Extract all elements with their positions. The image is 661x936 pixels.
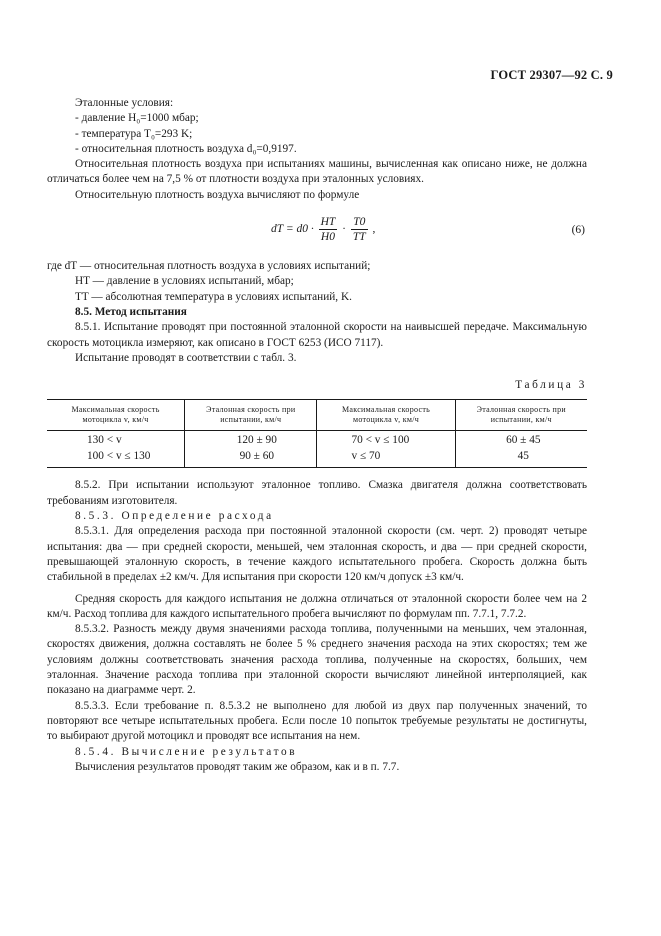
formula-expression: dT = d0 · $\frac{HT}{H0}$ · $\frac{T0}{TT}$ , bbox=[271, 216, 376, 244]
where-line-tt: TT — абсолютная температура в условиях испытаний, K. bbox=[75, 290, 352, 303]
fraction-denominator: H0 bbox=[320, 231, 335, 244]
table-3 bbox=[47, 399, 587, 468]
table-reference-paragraph: Испытание проводят в соответствии с табл. 3. bbox=[75, 351, 297, 364]
table-header-row bbox=[47, 400, 587, 431]
table-header-cell: Максимальная скорость мотоцикла v, км/ч bbox=[317, 400, 455, 431]
table-header-cell: Эталонная скорость при испытании, км/ч bbox=[185, 400, 317, 431]
table-row bbox=[47, 447, 587, 468]
table-cell: 100 < v ≤ 130 bbox=[47, 447, 185, 468]
document-body bbox=[47, 96, 587, 775]
formula-number: (6) bbox=[571, 224, 585, 237]
density-formula-intro: Относительную плотность воздуха вычисляют по формуле bbox=[75, 188, 360, 201]
table-cell: 45 bbox=[455, 447, 587, 468]
section-8-5-heading: 8.5. Метод испытания bbox=[75, 305, 187, 318]
formula-tail: , bbox=[372, 223, 376, 236]
table-cell: 90 ± 60 bbox=[185, 447, 317, 468]
formula-6 bbox=[47, 209, 587, 255]
formula-fraction-temperature bbox=[351, 215, 368, 244]
table-cell: v ≤ 70 bbox=[317, 447, 455, 468]
section-8-5-3-heading: 8.5.3. Определение расхода bbox=[75, 510, 274, 523]
fraction-numerator: HT bbox=[320, 216, 336, 229]
table-cell: 70 < v ≤ 100 bbox=[317, 431, 455, 448]
table-cell: 60 ± 45 bbox=[455, 431, 587, 448]
ref-conditions-title: Эталонные условия: bbox=[75, 97, 174, 109]
page-header: ГОСТ 29307—92 С. 9 bbox=[490, 68, 613, 82]
where-line-ht: HT — давление в условиях испытаний, мбар; bbox=[75, 275, 294, 288]
formula-lhs: dT = d0 · bbox=[271, 223, 314, 236]
ref-condition-density: - относительная плотность воздуха d₀=0,9197. bbox=[75, 142, 297, 155]
formula-fraction-pressure bbox=[319, 215, 338, 244]
fraction-numerator: T0 bbox=[351, 215, 368, 230]
section-8-5-3-2-paragraph: 8.5.3.2. Разность между двумя значениями расхода топлива, полученными на меньших, чем эталонная, скоростях движения, должна составлять не более 5 % среднего значения расхода на этих скоростях; тем же условиям должны соответствовать значения расхода топлива, полученные на скоростях, больших, чем эталонная. Значение расхода топлива при эталонной скорости вычисляют линейной интерполяцией, как показано на диаграмме черт. 2. bbox=[47, 623, 587, 697]
section-8-5-1-paragraph: 8.5.1. Испытание проводят при постоянной эталонной скорости на наивысшей передаче. Максимальную скорость мотоцикла измеряют, как описано в ГОСТ 6253 (ИСО 7117). bbox=[47, 321, 587, 349]
section-8-5-3-3-paragraph: 8.5.3.3. Если требование п. 8.5.3.2 не выполнено для любой из двух пар полученных значений, то повторяют все четыре испытательных пробега. Если после 10 попыток требуемые результаты не достигнуты, то выбирают другой мотоцикл и проводят все испытания на нем. bbox=[47, 699, 587, 743]
table-header-cell: Максимальная скорость мотоцикла v, км/ч bbox=[47, 400, 185, 431]
ref-condition-temperature: - температура T₀=293 K; bbox=[75, 127, 193, 140]
section-8-5-4-paragraph: Вычисления результатов проводят таким же образом, как и в п. 7.7. bbox=[75, 760, 400, 773]
table-cell: 120 ± 90 bbox=[185, 431, 317, 448]
table-header-cell: Эталонная скорость при испытании, км/ч bbox=[455, 400, 587, 431]
table-cell: 130 < v bbox=[87, 434, 122, 447]
average-speed-paragraph: Средняя скорость для каждого испытания не должна отличаться от эталонной скорости более чем на 2 км/ч. Расход топлива для каждого испытательного пробега вычисляют по формулам пп. 7.7.1, 7.7.2. bbox=[47, 592, 587, 620]
where-line-dt: где dT — относительная плотность воздуха в условиях испытаний; bbox=[47, 260, 371, 273]
section-8-5-2-paragraph: 8.5.2. При испытании используют эталонное топливо. Смазка двигателя должна соответствовать требованиям изготовителя. bbox=[47, 479, 587, 507]
ref-condition-pressure: - давление H₀=1000 мбар; bbox=[75, 112, 199, 125]
density-rule-paragraph: Относительная плотность воздуха при испытаниях машины, вычисленная как описано ниже, не должна отличаться более чем на 7,5 % от плотности воздуха при эталонных условиях. bbox=[47, 158, 587, 186]
table-row bbox=[47, 431, 587, 448]
section-8-5-4-heading: 8.5.4. Вычисление результатов bbox=[75, 745, 298, 758]
table-3-caption: Таблица 3 bbox=[515, 379, 587, 392]
fraction-denominator: TT bbox=[352, 231, 366, 244]
section-8-5-3-1-paragraph: 8.5.3.1. Для определения расхода при постоянной эталонной скорости (см. черт. 2) проводят четыре испытания: два — при средней скорости, меньшей, чем эталонная скорость, и два — при средней скорости, превышающей эталонную скорость, в течение каждого испытательного пробега. Скорость должна быть стабильной в пределах ±2 км/ч. Для испытания при скорости 120 км/ч допуск ±3 км/ч. bbox=[47, 525, 587, 584]
